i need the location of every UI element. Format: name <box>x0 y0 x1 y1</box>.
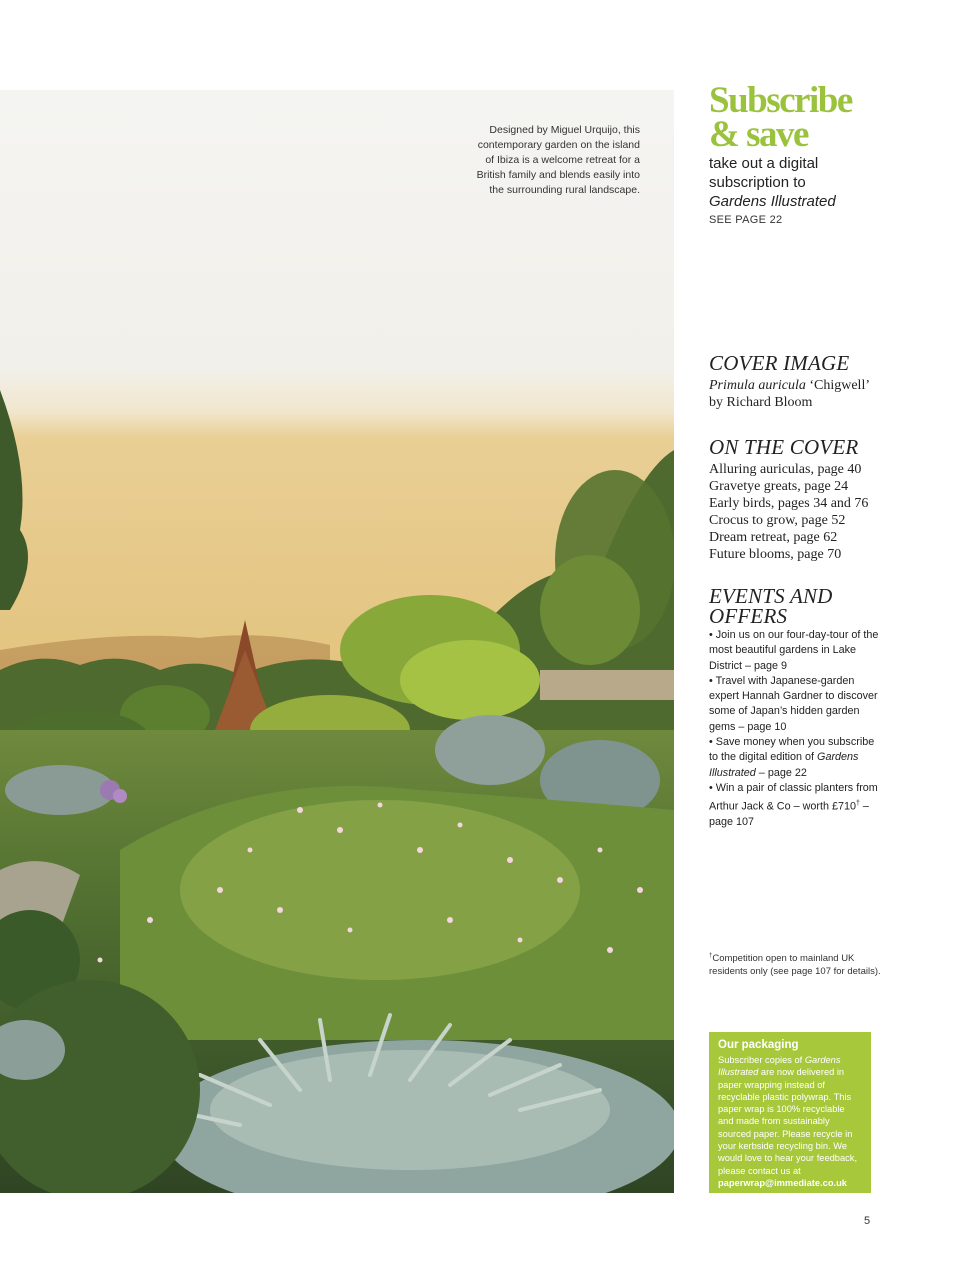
offer-item[interactable]: • Save money when you subscribe to the digital edition of Gardens Illustrated – page 22 <box>709 736 875 779</box>
cover-image-credit: by Richard Bloom <box>709 395 813 410</box>
cover-image-heading: COVER IMAGE <box>709 351 850 375</box>
subscribe-title-line1: Subscribe <box>709 80 852 121</box>
photo-caption: Designed by Miguel Urquijo, this contemporary garden on the island of Ibiza is a welcome retreat for a British family and blends easily into the surrounding rural landscape. <box>476 124 640 196</box>
events-heading <box>709 586 884 626</box>
subscribe-title-line2: & save <box>709 114 808 155</box>
cover-image-plant: Primula auricula ‘Chigwell’ <box>709 378 870 393</box>
on-the-cover-item[interactable]: Crocus to grow, page 52 <box>709 513 846 528</box>
on-the-cover-item[interactable]: Future blooms, page 70 <box>709 547 842 562</box>
on-the-cover-item[interactable]: Dream retreat, page 62 <box>709 530 838 545</box>
page-number: 5 <box>864 1215 871 1227</box>
subscribe-see-page-link[interactable]: SEE PAGE 22 <box>709 214 783 226</box>
subscribe-body-line1: take out a digital <box>709 155 819 172</box>
packaging-box <box>709 1032 871 1193</box>
competition-footnote: †Competition open to mainland UK residents only (see page 107 for details). <box>709 953 881 977</box>
cover-image-credit-block <box>709 377 884 411</box>
subscribe-title[interactable] <box>709 80 884 155</box>
packaging-email-link[interactable]: paperwrap@immediate.co.uk <box>718 1177 847 1188</box>
events-heading-line2: OFFERS <box>709 604 788 628</box>
subscribe-body-line2: subscription to <box>709 174 806 191</box>
subscribe-body <box>709 154 884 211</box>
on-the-cover-heading: ON THE COVER <box>709 435 859 459</box>
subscribe-magazine-name: Gardens Illustrated <box>709 193 836 210</box>
offer-item[interactable]: • Join us on our four-day-tour of the most beautiful gardens in Lake District – page 9 <box>709 629 879 672</box>
packaging-title: Our packaging <box>718 1039 799 1051</box>
garden-photo <box>0 90 674 1193</box>
events-offers-list <box>709 628 884 830</box>
on-the-cover-item[interactable]: Gravetye greats, page 24 <box>709 479 849 494</box>
offer-item[interactable]: • Travel with Japanese-garden expert Hannah Gardner to discover some of Japan’s hidden garden gems – page 10 <box>709 674 878 733</box>
on-the-cover-list <box>709 461 884 563</box>
offer-item[interactable]: • Win a pair of classic planters from Arthur Jack & Co – worth £710† – page 107 <box>709 781 878 829</box>
on-the-cover-item[interactable]: Alluring auriculas, page 40 <box>709 462 862 477</box>
events-heading-line1: EVENTS AND <box>709 584 833 608</box>
packaging-body: Subscriber copies of Gardens Illustrated are now delivered in paper wrapping instead of recyclable plastic polywrap. This paper wrap is 100% recyclable and made from sustainably sourced paper. Please recycle in your kerbside recycling bin. We would love to hear your feedback, please contact us at <box>718 1055 858 1176</box>
on-the-cover-item[interactable]: Early birds, pages 34 and 76 <box>709 496 869 511</box>
garden-photo-illustration <box>0 90 674 1193</box>
